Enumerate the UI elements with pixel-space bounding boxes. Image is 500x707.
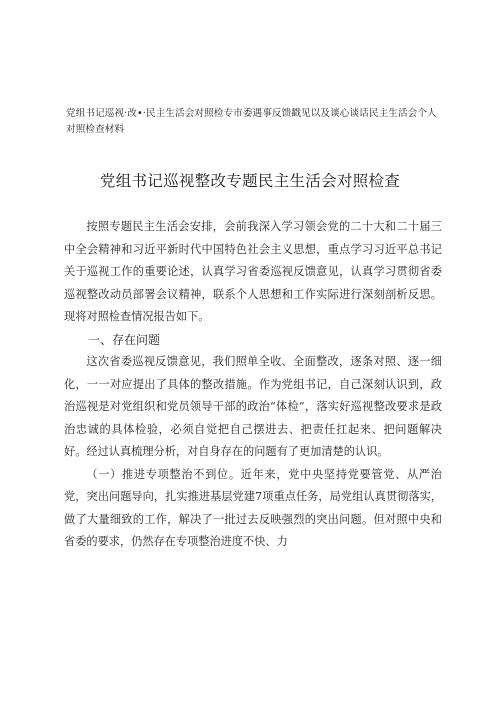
document-title: 党组书记巡视整改专题民主生活会对照检查 <box>99 172 401 190</box>
intro-paragraph: 按照专题民主生活会安排，会前我深入学习领会党的二十大和二十届三中全会精神和习近平新时代中国特色社会主义思想，重点学习习近平总书记关于巡视工作的重要论述，认真学习省委巡视反馈意见，认真学习贯彻省委巡视整改动员部署会议精神，联系个人思想和工作实际进行深刻剖析反思。现将对照检查情况报告如下。 <box>64 220 442 323</box>
header-note: 党组书记巡视·改•·民主生活会对照检专市委遇事反馈戳见以及谈心谈话民主生活会个人对照检查材料 <box>66 108 437 135</box>
document-body <box>64 216 442 554</box>
section-intro-paragraph: 这次省委巡视反馈意见，我们照单全收、全面整改，逐条对照、逐一细化，一一对应提出了具体的整改措施。作为党组书记，自己深刻认识到，政治巡视是对党组织和党员领导干部的政治“体检”，落实好巡视整改要求是政治忠诚的具体检验，必须自觉把自己摆进去、把责任扛起来、把问题解决好。经过认真梳理分析，对自身存在的问题有了更加清楚的认识。 <box>64 355 442 458</box>
point-1-paragraph: （一）推进专项整治不到位。近年来，党中央坚持党要管党、从严治党，突出问题导向，扎实推进基层党建7项重点任务，局党组认真贯彻落实，做了大量细致的工作，解决了一批过去反映强烈的突出问题。但对照中央和省委的要求，仍然存在专项整治进度不快、力 <box>64 467 442 548</box>
section-heading-problems: 一、存在问题 <box>88 332 161 347</box>
